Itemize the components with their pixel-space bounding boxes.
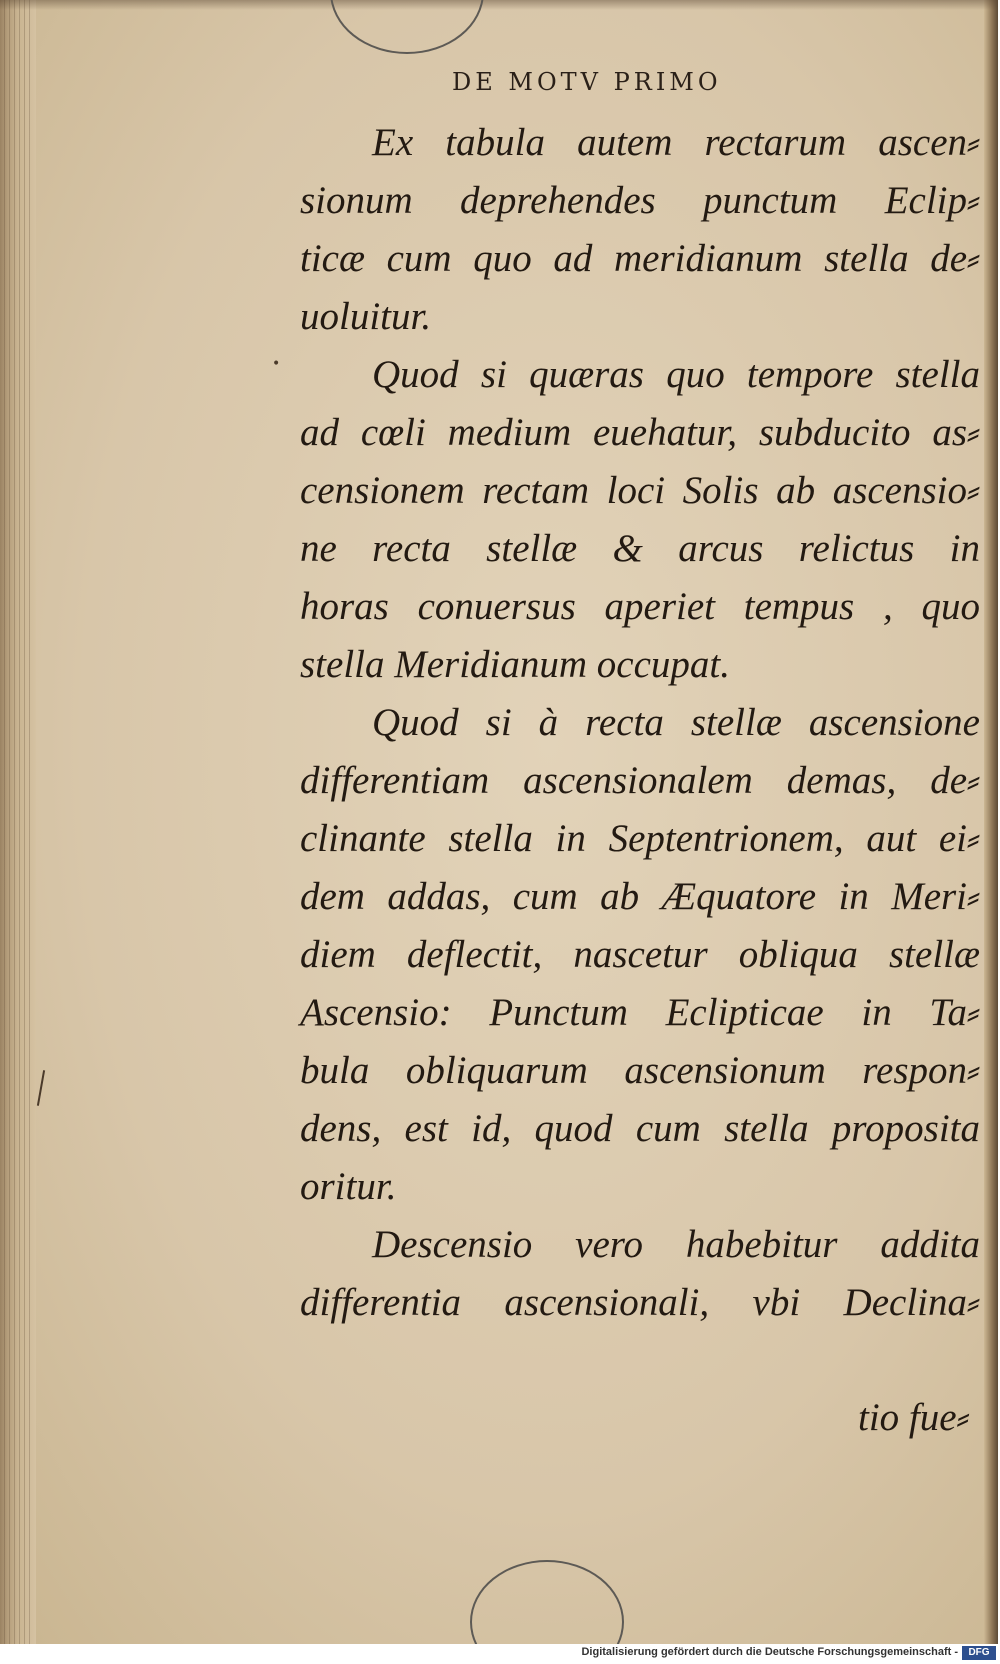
text-line: sionum deprehendes punctum Eclip⸗	[300, 179, 980, 222]
text-line: ad cœli medium euehatur, subducito as⸗	[300, 411, 980, 454]
page-body-text	[300, 114, 980, 1332]
running-head: DE MOTV PRIMO	[452, 68, 722, 96]
page-top-shadow	[0, 0, 998, 10]
page-stack-edges	[4, 0, 32, 1644]
text-line: censionem rectam loci Solis ab ascensio⸗	[300, 469, 980, 512]
text-line: differentia ascensionali, vbi Declina⸗	[300, 1281, 980, 1324]
page-holder-wire-top	[330, 0, 484, 54]
catchword: tio fue⸗	[858, 1396, 970, 1439]
text-line: bula obliquarum ascensionum respon⸗	[300, 1049, 980, 1092]
text-line: Descensio vero habebitur addita	[372, 1223, 980, 1266]
text-line: Ascensio: Punctum Eclipticae in Ta⸗	[300, 991, 980, 1034]
ink-speck: •	[272, 356, 281, 372]
text-line: dens, est id, quod cum stella proposita	[300, 1107, 980, 1150]
page-right-edge	[984, 0, 998, 1644]
text-line: oritur.	[300, 1165, 397, 1208]
text-line: ticæ cum quo ad meridianum stella de⸗	[300, 237, 980, 280]
dfg-logo-icon: DFG	[962, 1646, 996, 1660]
text-line: Quod si à recta stellæ ascensione	[372, 701, 980, 744]
text-line: ne recta stellæ & arcus relictus in	[300, 527, 980, 570]
text-line: uoluitur.	[300, 295, 432, 338]
text-line: dem addas, cum ab Æquatore in Meri⸗	[300, 875, 980, 918]
page-holder-wire-bottom	[470, 1560, 624, 1644]
ink-mark	[37, 1070, 45, 1106]
text-line: differentiam ascensionalem demas, de⸗	[300, 759, 980, 802]
footer-bar	[0, 1644, 1000, 1664]
funding-credit: Digitalisierung gefördert durch die Deutsche Forschungsgemeinschaft -	[581, 1646, 958, 1658]
text-line: diem deflectit, nascetur obliqua stellæ	[300, 933, 980, 976]
text-line: stella Meridianum occupat.	[300, 643, 731, 686]
text-line: horas conuersus aperiet tempus , quo	[300, 585, 980, 628]
text-line: clinante stella in Septentrionem, aut ei⸗	[300, 817, 980, 860]
text-line: Ex tabula autem rectarum ascen⸗	[372, 121, 980, 164]
text-line: Quod si quæras quo tempore stella	[372, 353, 980, 396]
